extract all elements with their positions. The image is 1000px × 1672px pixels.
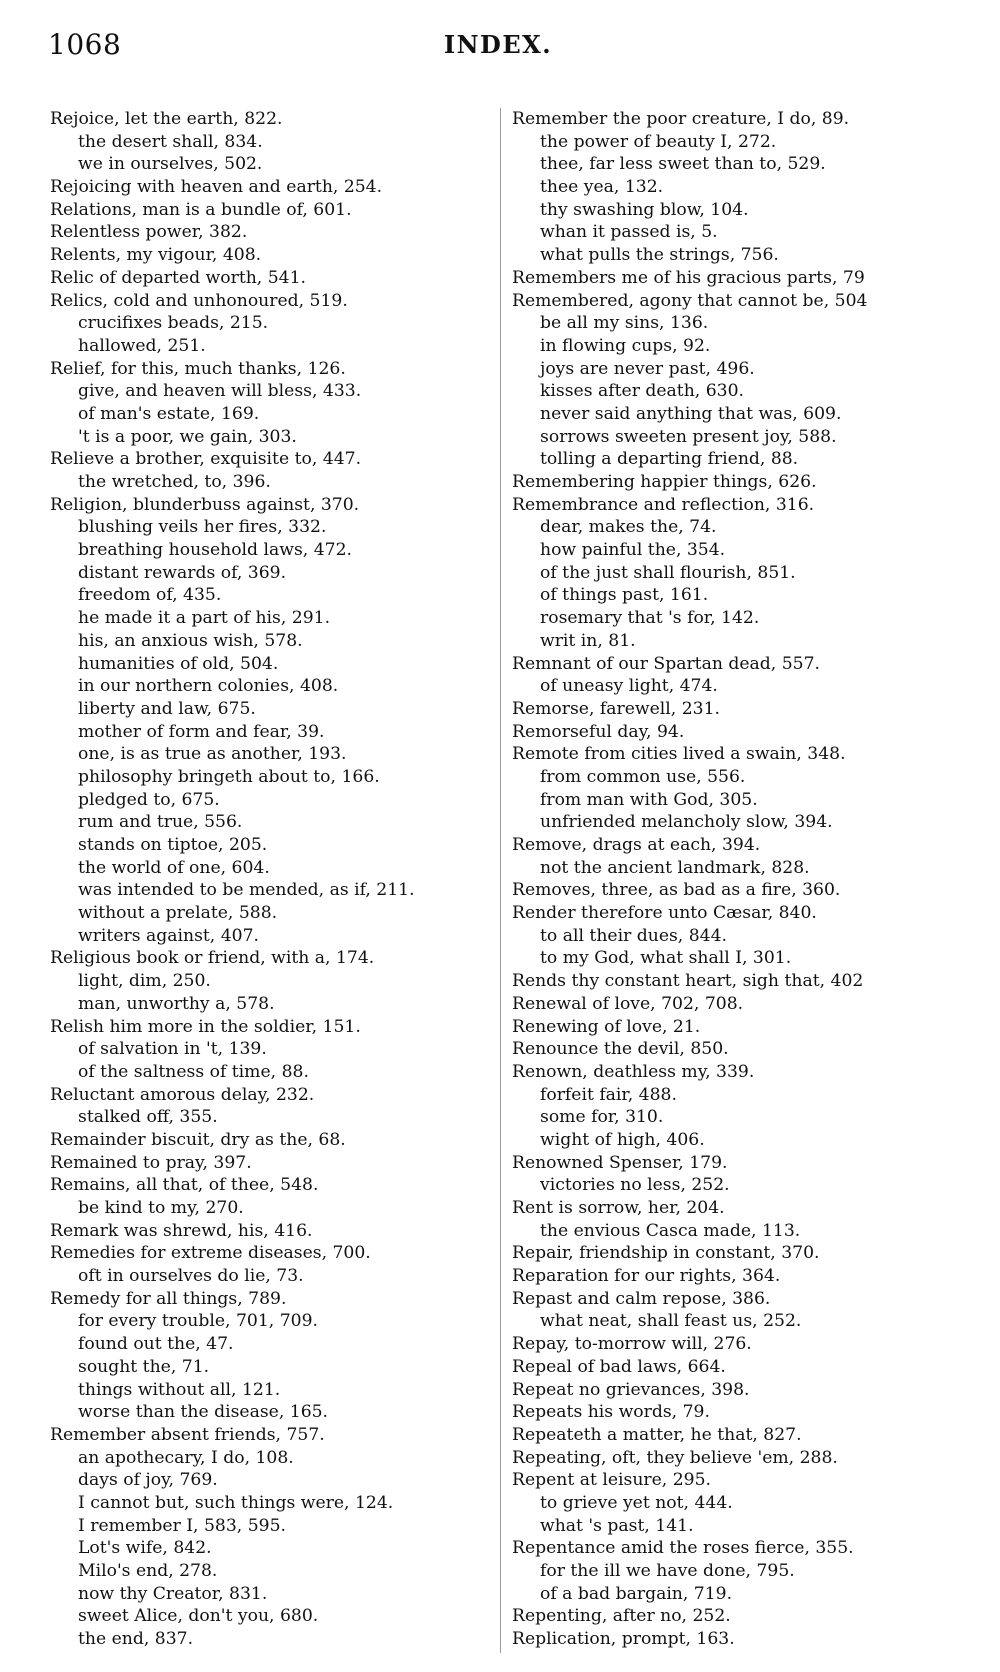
index-entry: Reparation for our rights, 364. xyxy=(512,1266,781,1287)
index-subentry: philosophy bringeth about to, 166. xyxy=(78,766,380,787)
index-entry: Removes, three, as bad as a fire, 360. xyxy=(512,880,841,901)
index-subentry: one, is as true as another, 193. xyxy=(78,744,347,765)
index-entry: Remained to pray, 397. xyxy=(50,1152,252,1173)
page-number: 1068 xyxy=(48,28,122,61)
index-entry: Remedies for extreme diseases, 700. xyxy=(50,1243,371,1264)
index-entry: Repast and calm repose, 386. xyxy=(512,1288,771,1309)
index-entry: Relief, for this, much thanks, 126. xyxy=(50,358,346,379)
index-subentry: mother of form and fear, 39. xyxy=(78,721,325,742)
index-subentry: pledged to, 675. xyxy=(78,789,220,810)
index-entry: Remedy for all things, 789. xyxy=(50,1288,287,1309)
index-subentry: thy swashing blow, 104. xyxy=(540,199,749,220)
index-subentry: blushing veils her fires, 332. xyxy=(78,517,327,538)
index-subentry: the envious Casca made, 113. xyxy=(540,1220,801,1241)
index-subentry: rosemary that 's for, 142. xyxy=(540,608,760,629)
index-entry: Religious book or friend, with a, 174. xyxy=(50,948,375,969)
index-subentry: found out the, 47. xyxy=(78,1334,234,1355)
index-entry: Remark was shrewd, his, 416. xyxy=(50,1220,313,1241)
index-entry: Repay, to-morrow will, 276. xyxy=(512,1334,752,1355)
index-subentry: hallowed, 251. xyxy=(78,335,206,356)
index-entry: Repeats his words, 79. xyxy=(512,1402,710,1423)
index-subentry: the power of beauty I, 272. xyxy=(540,131,777,152)
index-subentry: what neat, shall feast us, 252. xyxy=(540,1311,802,1332)
index-subentry: he made it a part of his, 291. xyxy=(78,608,331,629)
index-entry: Remnant of our Spartan dead, 557. xyxy=(512,653,820,674)
index-subentry: sought the, 71. xyxy=(78,1356,210,1377)
index-subentry: to all their dues, 844. xyxy=(540,925,728,946)
page-header xyxy=(48,28,948,68)
index-subentry: crucifixes beads, 215. xyxy=(78,313,269,334)
index-subentry: of the saltness of time, 88. xyxy=(78,1061,309,1082)
index-subentry: of salvation in 't, 139. xyxy=(78,1039,267,1060)
index-subentry: the wretched, to, 396. xyxy=(78,472,271,492)
index-entry: Repeateth a matter, he that, 827. xyxy=(512,1424,802,1445)
page-title: INDEX. xyxy=(443,30,553,59)
index-subentry: humanities of old, 504. xyxy=(78,653,279,674)
index-subentry: wight of high, 406. xyxy=(540,1129,705,1150)
index-entry: Relentless power, 382. xyxy=(50,222,248,243)
index-subentry: dear, makes the, 74. xyxy=(540,517,717,538)
index-subentry: from man with God, 305. xyxy=(540,789,758,810)
index-subentry: of a bad bargain, 719. xyxy=(540,1583,733,1604)
index-entry: Remember the poor creature, I do, 89. xyxy=(512,109,850,129)
index-entry: Relents, my vigour, 408. xyxy=(50,245,262,266)
index-subentry: thee yea, 132. xyxy=(540,177,664,198)
index-entry: Repeal of bad laws, 664. xyxy=(512,1356,726,1377)
index-subentry: some for, 310. xyxy=(540,1107,664,1128)
column-divider xyxy=(500,108,501,1653)
index-subentry: of the just shall flourish, 851. xyxy=(540,562,796,583)
index-entry: Renewing of love, 21. xyxy=(512,1016,701,1037)
index-entry: Rejoicing with heaven and earth, 254. xyxy=(50,177,383,198)
index-entry: Renowned Spenser, 179. xyxy=(512,1152,728,1173)
index-subentry: what 's past, 141. xyxy=(540,1515,694,1536)
index-subentry: be kind to my, 270. xyxy=(78,1198,244,1218)
index-subentry: never said anything that was, 609. xyxy=(540,403,842,424)
index-entry: Remember absent friends, 757. xyxy=(50,1424,325,1445)
index-subentry: how painful the, 354. xyxy=(540,540,726,561)
index-subentry: of man's estate, 169. xyxy=(78,403,260,424)
index-subentry: light, dim, 250. xyxy=(78,971,211,992)
index-entry: Rends thy constant heart, sigh that, 402 xyxy=(512,971,864,992)
index-entry: Remembering happier things, 626. xyxy=(512,472,817,492)
index-subentry: oft in ourselves do lie, 73. xyxy=(78,1266,304,1287)
index-subentry: joys are never past, 496. xyxy=(540,358,755,379)
index-subentry: we in ourselves, 502. xyxy=(78,154,263,175)
index-subentry: unfriended melancholy slow, 394. xyxy=(540,812,833,833)
index-subentry: in flowing cups, 92. xyxy=(540,335,711,356)
index-subentry: worse than the disease, 165. xyxy=(78,1402,329,1423)
index-entry: Renown, deathless my, 339. xyxy=(512,1061,755,1082)
index-subentry: now thy Creator, 831. xyxy=(78,1583,268,1604)
index-subentry: thee, far less sweet than to, 529. xyxy=(540,154,826,175)
index-subentry: breathing household laws, 472. xyxy=(78,540,352,561)
index-subentry: the end, 837. xyxy=(78,1629,194,1650)
index-subentry: kisses after death, 630. xyxy=(540,381,744,402)
index-subentry: tolling a departing friend, 88. xyxy=(540,449,799,470)
index-subentry: to grieve yet not, 444. xyxy=(540,1492,733,1513)
index-subentry: freedom of, 435. xyxy=(78,585,222,606)
index-subentry: I remember I, 583, 595. xyxy=(78,1515,286,1536)
index-entry: Remainder biscuit, dry as the, 68. xyxy=(50,1129,346,1150)
index-entry: Relations, man is a bundle of, 601. xyxy=(50,199,352,220)
index-entry: Relic of departed worth, 541. xyxy=(50,267,306,288)
index-subentry: of uneasy light, 474. xyxy=(540,676,718,697)
index-subentry: in our northern colonies, 408. xyxy=(78,676,339,697)
index-subentry: the world of one, 604. xyxy=(78,857,270,878)
index-subentry: stands on tiptoe, 205. xyxy=(78,835,268,855)
index-subentry: to my God, what shall I, 301. xyxy=(540,948,792,969)
index-subentry: what pulls the strings, 756. xyxy=(540,245,779,266)
index-subentry: give, and heaven will bless, 433. xyxy=(78,381,362,402)
index-subentry: I cannot but, such things were, 124. xyxy=(78,1492,394,1513)
index-entry: Repent at leisure, 295. xyxy=(512,1470,711,1491)
index-subentry: sorrows sweeten present joy, 588. xyxy=(540,426,837,447)
index-subentry: victories no less, 252. xyxy=(540,1175,730,1196)
index-subentry: things without all, 121. xyxy=(78,1379,281,1400)
index-entry: Repair, friendship in constant, 370. xyxy=(512,1243,820,1264)
index-entry: Relics, cold and unhonoured, 519. xyxy=(50,290,348,311)
index-subentry: be all my sins, 136. xyxy=(540,313,709,334)
index-subentry: writ in, 81. xyxy=(540,630,636,651)
index-subentry: for every trouble, 701, 709. xyxy=(78,1311,318,1332)
index-subentry: from common use, 556. xyxy=(540,766,746,787)
index-subentry: man, unworthy a, 578. xyxy=(78,993,275,1014)
index-entry: Remembers me of his gracious parts, 79 xyxy=(512,267,865,288)
index-entry: Repentance amid the roses fierce, 355. xyxy=(512,1538,854,1559)
index-subentry: his, an anxious wish, 578. xyxy=(78,630,303,651)
index-subentry: not the ancient landmark, 828. xyxy=(540,857,810,878)
index-entry: Render therefore unto Cæsar, 840. xyxy=(512,903,817,924)
index-subentry: without a prelate, 588. xyxy=(78,903,278,924)
index-subentry: stalked off, 355. xyxy=(78,1107,218,1128)
index-entry: Relish him more in the soldier, 151. xyxy=(50,1016,361,1037)
index-subentry: Lot's wife, 842. xyxy=(78,1538,212,1559)
index-entry: Remembered, agony that cannot be, 504 xyxy=(512,290,868,311)
index-entry: Repenting, after no, 252. xyxy=(512,1606,731,1627)
index-subentry: 't is a poor, we gain, 303. xyxy=(78,426,297,447)
index-entry: Remorse, farewell, 231. xyxy=(512,698,720,719)
index-entry: Renewal of love, 702, 708. xyxy=(512,993,744,1014)
index-subentry: distant rewards of, 369. xyxy=(78,562,287,583)
index-subentry: was intended to be mended, as if, 211. xyxy=(78,880,415,901)
index-subentry: liberty and law, 675. xyxy=(78,698,256,719)
index-entry: Remote from cities lived a swain, 348. xyxy=(512,744,846,765)
index-subentry: an apothecary, I do, 108. xyxy=(78,1447,294,1468)
index-entry: Remains, all that, of thee, 548. xyxy=(50,1175,319,1196)
index-column-left xyxy=(50,108,495,1651)
index-entry: Replication, prompt, 163. xyxy=(512,1629,735,1650)
index-entry: Renounce the devil, 850. xyxy=(512,1039,729,1060)
index-entry: Relieve a brother, exquisite to, 447. xyxy=(50,449,362,470)
index-column-right xyxy=(512,108,962,1651)
index-subentry: Milo's end, 278. xyxy=(78,1561,218,1581)
index-subentry: of things past, 161. xyxy=(540,585,709,606)
index-entry: Repeat no grievances, 398. xyxy=(512,1379,750,1400)
index-entry: Rent is sorrow, her, 204. xyxy=(512,1198,725,1218)
index-subentry: the desert shall, 834. xyxy=(78,131,263,152)
index-entry: Remorseful day, 94. xyxy=(512,721,685,742)
index-subentry: whan it passed is, 5. xyxy=(540,222,718,243)
index-entry: Reluctant amorous delay, 232. xyxy=(50,1084,315,1105)
index-entry: Repeating, oft, they believe 'em, 288. xyxy=(512,1447,838,1468)
index-entry: Remembrance and reflection, 316. xyxy=(512,494,815,515)
index-entry: Rejoice, let the earth, 822. xyxy=(50,109,283,129)
index-subentry: days of joy, 769. xyxy=(78,1470,218,1491)
index-subentry: for the ill we have done, 795. xyxy=(540,1561,795,1581)
index-subentry: writers against, 407. xyxy=(78,925,259,946)
index-entry: Religion, blunderbuss against, 370. xyxy=(50,494,360,515)
index-subentry: rum and true, 556. xyxy=(78,812,243,833)
index-subentry: forfeit fair, 488. xyxy=(540,1084,677,1105)
index-subentry: sweet Alice, don't you, 680. xyxy=(78,1606,319,1627)
index-entry: Remove, drags at each, 394. xyxy=(512,835,761,855)
